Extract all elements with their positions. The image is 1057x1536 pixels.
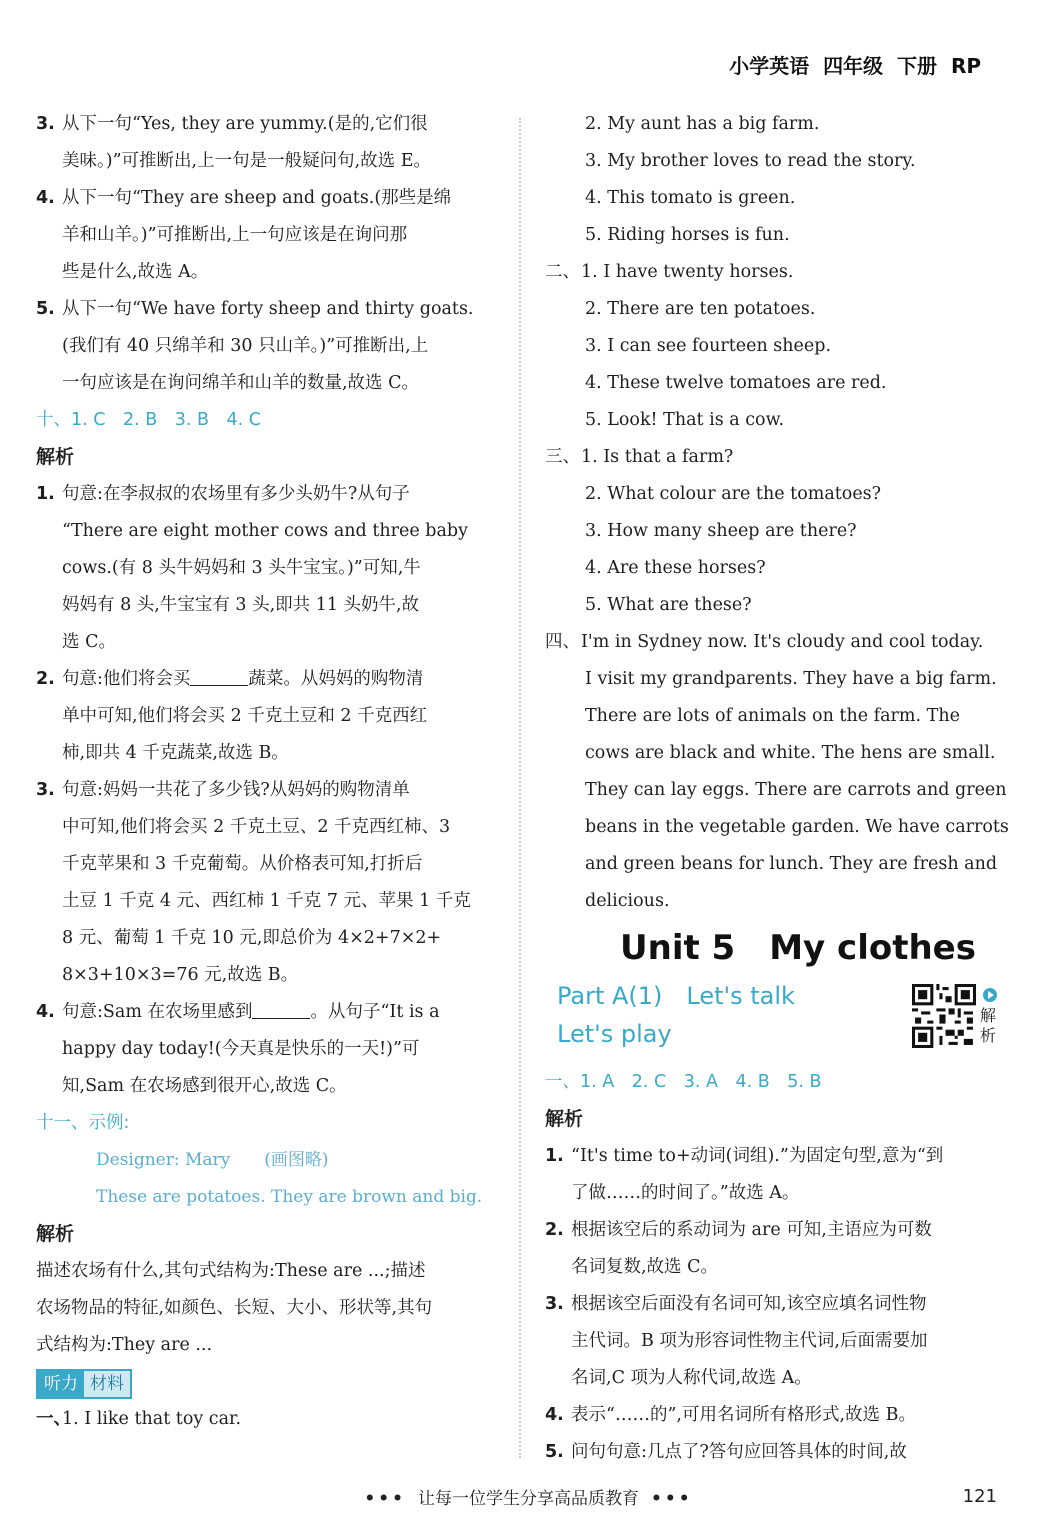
example-sentence: These are potatoes. They are brown and big. [96,1187,483,1207]
text: 根据该空后面没有名词可知,该空应填名词性物 [571,1294,927,1314]
text: 句意:他们将会买 [62,669,191,689]
header-grade: 四年级 [823,54,884,78]
text-line: 妈妈有 8 头,牛宝宝有 3 头,即共 11 头奶牛,故 [62,595,420,615]
text: 问句句意:几点了?答句应回答具体的时间,故 [571,1442,907,1462]
text-line: 2. My aunt has a big farm. [585,114,820,134]
text-line: I visit my grandparents. They have a big farm. [585,669,997,689]
example-designer: Designer: Mary (画图略) [96,1150,329,1170]
section-label: 四、 [545,632,580,652]
text-line: 5. Riding horses is fun. [585,225,790,245]
right-column-lower [545,1064,1005,1471]
text-line [36,106,498,143]
item-number: 5. [545,1442,564,1462]
text-line: “There are eight mother cows and three baby [62,521,468,541]
item-number: 2. [545,1220,564,1240]
text-line: 土豆 1 千克 4 元、西红柿 1 千克 7 元、苹果 1 千克 [62,891,471,911]
text-line: 3. My brother loves to read the story. [585,151,916,171]
text-line: 3. How many sheep are there? [585,521,857,541]
text-line [36,661,498,698]
text: 根据该空后的系动词为 are 可知,主语应为可数 [571,1220,932,1240]
text-line: 单中可知,他们将会买 2 千克土豆和 2 千克西红 [62,706,428,726]
item-number: 4. [36,1002,55,1022]
text: 1. I like that toy car. [62,1409,242,1429]
text-line [545,439,1005,476]
text-line [36,180,498,217]
badge-part: 听力 [38,1371,84,1397]
item-number: 1. [545,1146,564,1166]
text-line: 些是什么,故选 A。 [62,262,209,282]
text-line: 一句应该是在询问绵羊和山羊的数量,故选 C。 [62,373,420,393]
text: 从下一句“Yes, they are yummy.(是的,它们很 [62,114,428,134]
section-label: 一、 [36,1409,71,1429]
item-number: 3. [36,114,55,134]
text: 从下一句“They are sheep and goats.(那些是绵 [62,188,452,208]
header-edition: RP [950,54,981,78]
text-line: 4. These twelve tomatoes are red. [585,373,887,393]
text-line: 描述农场有什么,其句式结构为:These are ...;描述 [36,1261,426,1281]
footer-slogan: 让每一位学生分享高品质教育 [418,1489,639,1509]
text-line: 名词,C 项为人称代词,故选 A。 [571,1368,812,1388]
answer-line: 十、1. C 2. B 3. B 4. C [36,410,261,430]
text-line: 名词复数,故选 C。 [571,1257,719,1277]
text-line: 4. This tomato is green. [585,188,796,208]
text-line: cows are black and white. The hens are small. [585,743,996,763]
column-divider [519,118,521,1458]
text-line: cows.(有 8 头牛妈妈和 3 头牛宝宝。)”可知,牛 [62,558,421,578]
text-line [545,624,1005,661]
text-line: 羊和山羊。)”可推断出,上一句应该是在询问那 [62,225,408,245]
analysis-heading: 解析 [36,1223,75,1245]
text-line: 主代词。B 项为形容词性物主代词,后面需要加 [571,1331,928,1351]
text: 句意:妈妈一共花了多少钱?从妈妈的购物清单 [62,780,410,800]
item-number: 3. [545,1294,564,1314]
header-volume: 下册 [897,54,937,78]
text-line: 选 C。 [62,632,116,652]
text-line: (我们有 40 只绵羊和 30 只山羊。)”可推断出,上 [62,336,429,356]
right-column [545,106,1009,920]
text-line: delicious. [585,891,670,911]
text-line [545,254,1005,291]
text-line: 4. Are these horses? [585,558,766,578]
text-line: 5. What are these? [585,595,752,615]
item-number: 5. [36,299,55,319]
text-line: They can lay eggs. There are carrots and green [585,780,1007,800]
text: 从下一句“We have forty sheep and thirty goats. [62,299,474,319]
item-number: 4. [545,1405,564,1425]
text: 蔬菜。从妈妈的购物清 [248,669,424,689]
analysis-heading: 解析 [545,1108,584,1130]
footer-dots: ••• [651,1489,693,1509]
text-line: 中可知,他们将会买 2 千克土豆、2 千克西红柿、3 [62,817,451,837]
item-number: 4. [36,188,55,208]
text-line [36,994,498,1031]
section-label: 二、 [545,262,580,282]
text-line: 式结构为:They are ... [36,1335,213,1355]
text-line: 了做……的时间了。”故选 A。 [571,1183,800,1203]
page-footer [0,1484,1057,1509]
text-line: 柿,即共 4 千克蔬菜,故选 B。 [62,743,289,763]
section-eleven-label: 十一、示例: [36,1113,130,1133]
text: I'm in Sydney now. It's cloudy and cool today. [581,632,984,652]
text-line: 千克苹果和 3 千克葡萄。从价格表可知,打折后 [62,854,423,874]
footer-dots: ••• [364,1489,406,1509]
text: 句意:Sam 在农场里感到 [62,1002,253,1022]
text-line [545,1434,1005,1471]
item-number: 3. [36,780,55,800]
text-line [36,772,498,809]
text-line: 3. I can see fourteen sheep. [585,336,832,356]
left-column [36,106,498,1438]
text-line: and green beans for lunch. They are fresh and [585,854,998,874]
text-line: happy day today!(今天真是快乐的一天!)”可 [62,1039,420,1059]
text: “It's time to+动词(词组).”为固定句型,意为“到 [571,1146,944,1166]
text: 1. I have twenty horses. [581,262,794,282]
qr-code-icon[interactable] [912,984,976,1048]
part-subtitle: Let's play [557,1020,672,1048]
text-line: 2. What colour are the tomatoes? [585,484,882,504]
fill-blank [252,998,310,1019]
analysis-heading: 解析 [36,446,75,468]
text-line: 8×3+10×3=76 元,故选 B。 [62,965,299,985]
text-line: 5. Look! That is a cow. [585,410,785,430]
text-line: 美味。)”可推断出,上一句是一般疑问句,故选 E。 [62,151,431,171]
text: 1. Is that a farm? [581,447,734,467]
text-line: 2. There are ten potatoes. [585,299,816,319]
text: 表示“……的”,可用名词所有格形式,故选 B。 [571,1405,916,1425]
section-label: 三、 [545,447,580,467]
item-number: 1. [36,484,55,504]
text-line: 农场物品的特征,如颜色、长短、大小、形状等,其句 [36,1298,433,1318]
text-line [545,1212,1005,1249]
text-line [545,1138,1005,1175]
item-number: 2. [36,669,55,689]
text-line [545,1286,1005,1323]
text-line: beans in the vegetable garden. We have carrots [585,817,1009,837]
text-line: 8 元、葡萄 1 千克 10 元,即总价为 4×2+7×2+ [62,928,442,948]
text-line [36,291,498,328]
page-number: 121 [962,1486,997,1507]
fill-blank [190,665,248,686]
unit-title: Unit 5 My clothes [620,928,976,968]
header-subject: 小学英语 [729,54,810,78]
page-header [729,50,981,79]
text: 句意:在李叔叔的农场里有多少头奶牛?从句子 [62,484,410,504]
text-line [545,1397,1005,1434]
listening-badge [36,1369,132,1399]
text-line [36,476,498,513]
part-title: Part A(1) Let's talk [557,982,795,1010]
qr-label: 解析 [980,1006,997,1045]
text: 。从句子“It is a [310,1002,440,1022]
text-line: There are lots of animals on the farm. The [585,706,960,726]
listening-badge-line [36,1364,498,1401]
play-icon[interactable] [983,988,997,1002]
answer-line: 一、1. A 2. C 3. A 4. B 5. B [545,1072,822,1092]
badge-part: 材料 [84,1371,130,1397]
text-line [36,1401,498,1438]
text-line: 知,Sam 在农场感到很开心,故选 C。 [62,1076,347,1096]
